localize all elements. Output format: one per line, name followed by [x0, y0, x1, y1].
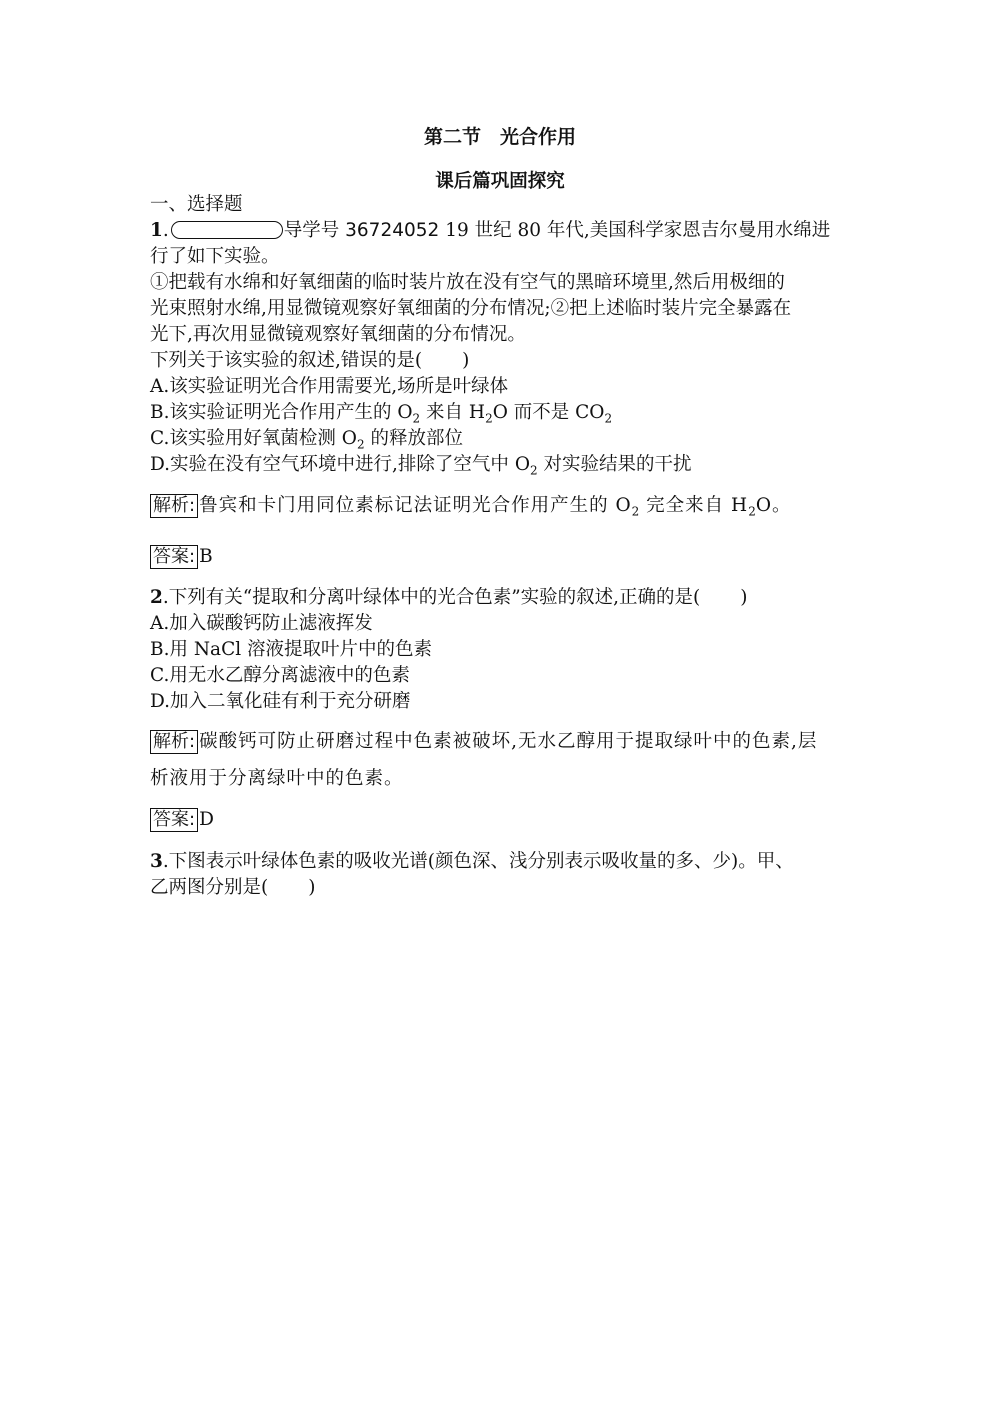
q2-analysis-part1: 碳酸钙可防止研磨过程中色素被破坏,无水乙醇用于提取绿叶中的色素,层: [199, 731, 818, 752]
subscript: 2: [529, 463, 538, 478]
q1-stem-line2: 行了如下实验。: [150, 246, 280, 267]
q2-stem-text: .下列有关“提取和分离叶绿体中的光合色素”实验的叙述,正确的是(: [162, 587, 701, 608]
q2-answer-value: D: [199, 809, 214, 830]
q1-option-d-part1: D.实验在没有空气环境中进行,排除了空气中 O: [150, 454, 530, 475]
subscript: 2: [631, 504, 640, 519]
q1-analysis-part1: 鲁宾和卡门用同位素标记法证明光合作用产生的 O: [199, 495, 632, 516]
q1-tag: 导学号 36724052: [283, 220, 440, 241]
q1-answer: [150, 544, 213, 570]
q1-stem-a: 19 世纪 80 年代,美国科学家恩吉尔曼用水绵进: [439, 220, 831, 241]
q2-analysis-line1: [150, 729, 817, 755]
q3-stem-line2: [150, 875, 315, 901]
subscript: 2: [412, 411, 421, 426]
answer-label: 答案:: [150, 808, 198, 832]
section-title: 第二节 光合作用: [423, 126, 576, 148]
analysis-label: 解析:: [150, 730, 198, 754]
q1-option-c-part1: C.该实验用好氧菌检测 O: [150, 428, 357, 449]
q1-option-c: [150, 426, 463, 452]
q1-option-a: A.该实验证明光合作用需要光,场所是叶绿体: [150, 376, 509, 397]
q1-option-b-part2: 来自 H: [420, 402, 486, 423]
q1-answer-value: B: [199, 546, 213, 567]
q1-analysis: [150, 493, 792, 519]
q1-paren-close: ): [462, 350, 470, 371]
question-type-heading: 一、选择题: [150, 194, 243, 215]
q1-number: 1: [150, 220, 163, 241]
q1-stem-line4: 光束照射水绵,用显微镜观察好氧细菌的分布情况;②把上述临时装片完全暴露在: [150, 298, 792, 319]
q1-question: [150, 348, 469, 374]
q1-analysis-part2: 完全来自 H: [639, 495, 749, 516]
subscript: 2: [485, 411, 493, 426]
q1-option-d: [150, 452, 692, 478]
subscript: 2: [748, 504, 756, 519]
q2-stem: [150, 585, 748, 611]
q2-paren-close: ): [740, 587, 748, 608]
q1-stem-line3: ①把载有水绵和好氧细菌的临时装片放在没有空气的黑暗环境里,然后用极细的: [150, 272, 785, 293]
answer-label: 答案:: [150, 545, 198, 569]
q3-stem-line1: [150, 849, 794, 875]
page-subtitle: 课后篇巩固探究: [435, 171, 565, 192]
q2-option-d: D.加入二氧化硅有利于充分研磨: [150, 691, 411, 712]
q3-paren-close: ): [308, 877, 316, 898]
q1-option-d-part2: 对实验结果的干扰: [537, 454, 692, 475]
q1-option-c-part2: 的释放部位: [364, 428, 463, 449]
q2-option-b: B.用 NaCl 溶液提取叶片中的色素: [150, 639, 433, 660]
q1-question-text: 下列关于该实验的叙述,错误的是(: [150, 350, 423, 371]
q3-number: 3: [150, 851, 163, 872]
q1-option-b-part3: O 而不是 CO: [492, 402, 605, 423]
q1-stem-line1: 1. 导学号 36724052 19 世纪 80 年代,美国科学家恩吉尔曼用水绵进: [150, 220, 831, 241]
q2-option-a: A.加入碳酸钙防止滤液挥发: [150, 613, 373, 634]
analysis-label: 解析:: [150, 494, 198, 518]
q3-stem-text2: 乙两图分别是(: [150, 877, 269, 898]
q2-number: 2: [150, 587, 163, 608]
q1-option-b-part1: B.该实验证明光合作用产生的 O: [150, 402, 413, 423]
q3-stem-text: .下图表示叶绿体色素的吸收光谱(颜色深、浅分别表示吸收量的多、少)。甲、: [162, 851, 794, 872]
q1-stem-line5: 光下,再次用显微镜观察好氧细菌的分布情况。: [150, 324, 526, 345]
q2-option-c: C.用无水乙醇分离滤液中的色素: [150, 665, 410, 686]
q2-analysis-line2: 析液用于分离绿叶中的色素。: [150, 768, 404, 789]
q1-option-b: [150, 400, 612, 426]
subscript: 2: [604, 411, 613, 426]
q1-tag-pill: [171, 221, 283, 239]
q2-answer: [150, 807, 214, 833]
subscript: 2: [356, 437, 365, 452]
q1-analysis-part3: O。: [755, 495, 792, 516]
